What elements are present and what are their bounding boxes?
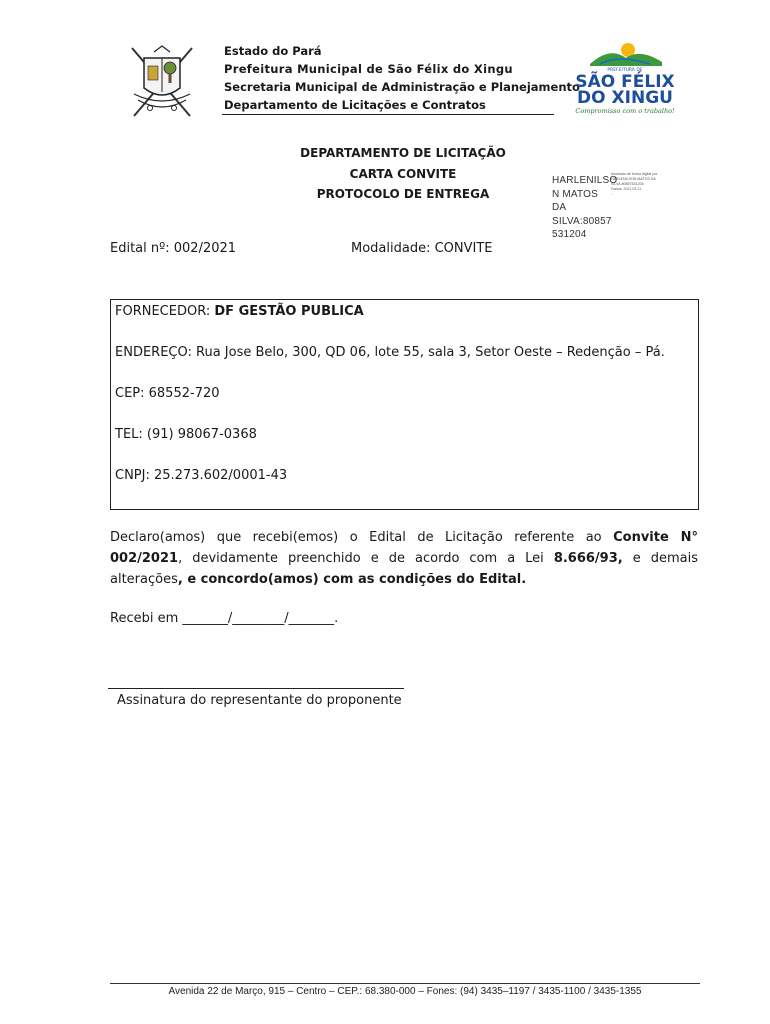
sig-detail-line: SILVA:80857531204 (611, 182, 644, 186)
declaration-lei: 8.666/93, (553, 551, 623, 566)
declaration-paragraph (110, 527, 698, 590)
logo-slogan: Compromisso com o trabalho! (575, 107, 675, 115)
fornecedor-value: DF GESTÃO PUBLICA (214, 304, 364, 319)
header-state: Estado do Pará (224, 44, 322, 58)
header-divider (222, 114, 554, 115)
logo-main-line1: SÃO FÉLIX (575, 72, 675, 92)
sig-detail-line: Dados: 2021.03.11 (611, 187, 642, 191)
signature-caption: Assinatura do representante do proponente (117, 693, 402, 708)
header-secretaria: Secretaria Municipal de Administração e Planejamento (224, 80, 580, 94)
header-text (224, 42, 580, 114)
footer-address: Avenida 22 de Março, 915 – Centro – CEP.: 68.380-000 – Fones: (94) 3435–1197 / 3435-1100 / 3435-1355 (168, 986, 642, 997)
declaration-convite: Convite N° 002/2021 (110, 530, 699, 566)
municipal-coat-of-arms (124, 44, 200, 120)
modalidade: Modalidade: CONVITE (351, 241, 493, 256)
logo-main-line2: DO XINGU (577, 88, 673, 108)
title-department: DEPARTAMENTO DE LICITAÇÃO (300, 146, 506, 160)
footer-divider (110, 983, 700, 984)
edital-number: Edital nº: 002/2021 (110, 241, 237, 256)
digital-signature-details (611, 172, 673, 197)
digital-signature-name (552, 174, 618, 242)
declaration-text: Declaro(amos) que recebi(emos) o Edital de Licitação referente ao (110, 530, 614, 545)
declaration-text: e demais alterações (110, 551, 698, 587)
recebi-em-field: Recebi em _______/________/_______. (110, 611, 339, 626)
sig-name-line: 531204 (552, 229, 587, 240)
cnpj-field: CNPJ: 25.273.602/0001-43 (115, 468, 288, 483)
supplier-box (110, 299, 699, 510)
declaration-concordo: , e concordo(amos) com as condições do Edital. (177, 572, 527, 587)
sig-name-line: SILVA:80857 (552, 215, 612, 227)
header-prefeitura: Prefeitura Municipal de São Félix do Xingu (224, 62, 513, 76)
declaration-text: , devidamente preenchido e de acordo com a Lei (178, 551, 554, 566)
sig-name-line: N MATOS DA (552, 188, 599, 213)
sig-name-line: HARLENILSO (552, 175, 618, 186)
title-protocolo: PROTOCOLO DE ENTREGA (316, 187, 490, 201)
sig-detail-line: Assinado de forma digital por (611, 172, 658, 176)
sig-detail-line: HARLENILSON MATOS DA (611, 177, 656, 181)
signature-line (108, 688, 404, 689)
cep-field: CEP: 68552-720 (115, 386, 220, 401)
sao-felix-logo (570, 40, 680, 118)
fornecedor-field (115, 304, 364, 319)
logo-small-text: PREFEITURA DE (607, 68, 643, 73)
sig-detail-line: ... (611, 192, 614, 196)
header-departamento: Departamento de Licitações e Contratos (224, 98, 486, 112)
tel-field: TEL: (91) 98067-0368 (115, 427, 257, 442)
endereco-field: ENDEREÇO: Rua Jose Belo, 300, QD 06, lote 55, sala 3, Setor Oeste – Redenção – Pá. (115, 345, 665, 360)
fornecedor-label: FORNECEDOR: (115, 304, 215, 319)
title-carta-convite: CARTA CONVITE (349, 167, 457, 181)
